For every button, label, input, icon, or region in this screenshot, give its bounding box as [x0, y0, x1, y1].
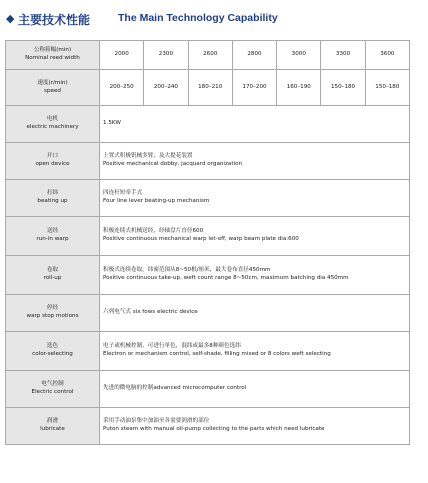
- spec-label-en: color-selecting: [32, 351, 73, 357]
- speed-cell: 200–250: [100, 70, 144, 106]
- spec-label: [6, 106, 100, 143]
- spec-label: [6, 371, 100, 408]
- spec-description-en: Four line lever beating-up mechanism: [103, 198, 210, 204]
- spec-description-cn: 六列电气式 six fows electric device: [103, 309, 198, 316]
- width-cell: 3600: [365, 41, 409, 70]
- diamond-icon: ◆: [6, 12, 15, 25]
- spec-description-en: Positive continuous mechanical warp let-off, warp beam plate dia:600: [103, 236, 299, 242]
- speed-row: [6, 70, 410, 106]
- spec-description-cn: 积极式连续卷取，纬密范围从8~50根/厘米，最大卷布直径450mm: [103, 267, 271, 274]
- spec-label-en: beating up: [37, 198, 68, 204]
- spec-label-en: lubricate: [40, 426, 65, 432]
- spec-label-cn: 送经: [46, 228, 59, 235]
- spec-description-cn: 四连杆短牵手式: [103, 190, 143, 197]
- width-cell: 2600: [188, 41, 232, 70]
- spec-description-cn: 上置式积极钒械多臂、及大提花装置: [103, 153, 193, 160]
- spec-label-cn: 卷取: [46, 267, 59, 274]
- spec-row: [6, 217, 410, 256]
- speed-label-cn: 速度(r/min): [37, 79, 68, 86]
- spec-label: [6, 180, 100, 217]
- title-chinese: 主要技术性能: [18, 13, 91, 27]
- spec-row: [6, 371, 410, 408]
- spec-row: [6, 408, 410, 445]
- spec-label-en: open device: [35, 161, 70, 167]
- width-cell: 2300: [144, 41, 188, 70]
- spec-label-cn: 停经: [46, 305, 59, 312]
- spec-label: [6, 295, 100, 332]
- spec-label: [6, 256, 100, 295]
- spec-label-en: roll-up: [43, 275, 62, 281]
- section-title: [6, 10, 426, 30]
- spec-label: [6, 143, 100, 180]
- spec-row: [6, 106, 410, 143]
- spec-row: [6, 143, 410, 180]
- spec-description: [100, 217, 410, 256]
- spec-description: [100, 371, 410, 408]
- width-label-en: Nominal reed width: [25, 55, 80, 61]
- spec-label-en: warp stop motions: [26, 313, 79, 319]
- spec-label: [6, 408, 100, 445]
- speed-label-en: speed: [44, 87, 61, 94]
- spec-label-cn: 选色: [46, 343, 59, 350]
- spec-description-cn: 1.5KW: [103, 120, 121, 127]
- spec-label-en: electric machinery: [26, 124, 79, 130]
- width-cell: 2000: [100, 41, 144, 70]
- spec-description: [100, 143, 410, 180]
- spec-label-cn: 电气控制: [41, 381, 64, 388]
- spec-description: [100, 295, 410, 332]
- spec-description-cn: 电子或机械控制，可进行单色，混纬或最多8种颜色选纬: [103, 343, 241, 350]
- spec-description-cn: 先进的微电脑的控制advanced microcomputer control: [103, 385, 247, 392]
- spec-label-cn: 开口: [46, 153, 59, 160]
- spec-row: [6, 295, 410, 332]
- spec-description-cn: 积极连续式机械送经，经轴盘片直径600: [103, 228, 204, 235]
- speed-cell: 150–180: [365, 70, 409, 106]
- width-label-cn: 公称筘幅(min): [33, 47, 72, 54]
- spec-description: [100, 256, 410, 295]
- width-cell: 2800: [232, 41, 276, 70]
- spec-label-en: run-in warp: [36, 236, 69, 242]
- speed-cell: 200–240: [144, 70, 188, 106]
- spec-table: [5, 40, 410, 445]
- spec-label-en: Electric control: [31, 389, 74, 395]
- spec-label-cn: 润滑: [46, 418, 59, 425]
- speed-label: [6, 70, 100, 106]
- spec-description-cn: 采用手动油泵集中加油至各需要润滑的部位: [103, 418, 210, 425]
- spec-description: [100, 408, 410, 445]
- spec-label: [6, 332, 100, 371]
- speed-cell: 150–180: [321, 70, 365, 106]
- speed-cell: 170–200: [232, 70, 276, 106]
- spec-description: [100, 180, 410, 217]
- width-label: [6, 41, 100, 70]
- spec-description: [100, 332, 410, 371]
- spec-label: [6, 217, 100, 256]
- spec-description: [100, 106, 410, 143]
- spec-description-en: Electron or mechanism control, self-shade, filling mixed or 8 colors weft selecting: [103, 351, 331, 357]
- spec-row: [6, 256, 410, 295]
- spec-description-en: Positive continuous take-up, weft count range 8~50cm, maximum batching dia 450mm: [103, 275, 349, 281]
- spec-description-en: Positive mechanical dobby, jacquard organization: [103, 161, 243, 167]
- spec-row: [6, 332, 410, 371]
- spec-label-cn: 打纬: [46, 190, 59, 197]
- spec-label-cn: 电机: [46, 116, 59, 123]
- width-row: [6, 41, 410, 70]
- width-cell: 3000: [277, 41, 321, 70]
- speed-cell: 180–210: [188, 70, 232, 106]
- title-english: The Main Technology Capability: [118, 12, 278, 24]
- spec-description-en: Puton steam with manual oil-pump collecting to the parts which need lubricate: [103, 426, 325, 432]
- spec-row: [6, 180, 410, 217]
- speed-cell: 160–190: [277, 70, 321, 106]
- width-cell: 3300: [321, 41, 365, 70]
